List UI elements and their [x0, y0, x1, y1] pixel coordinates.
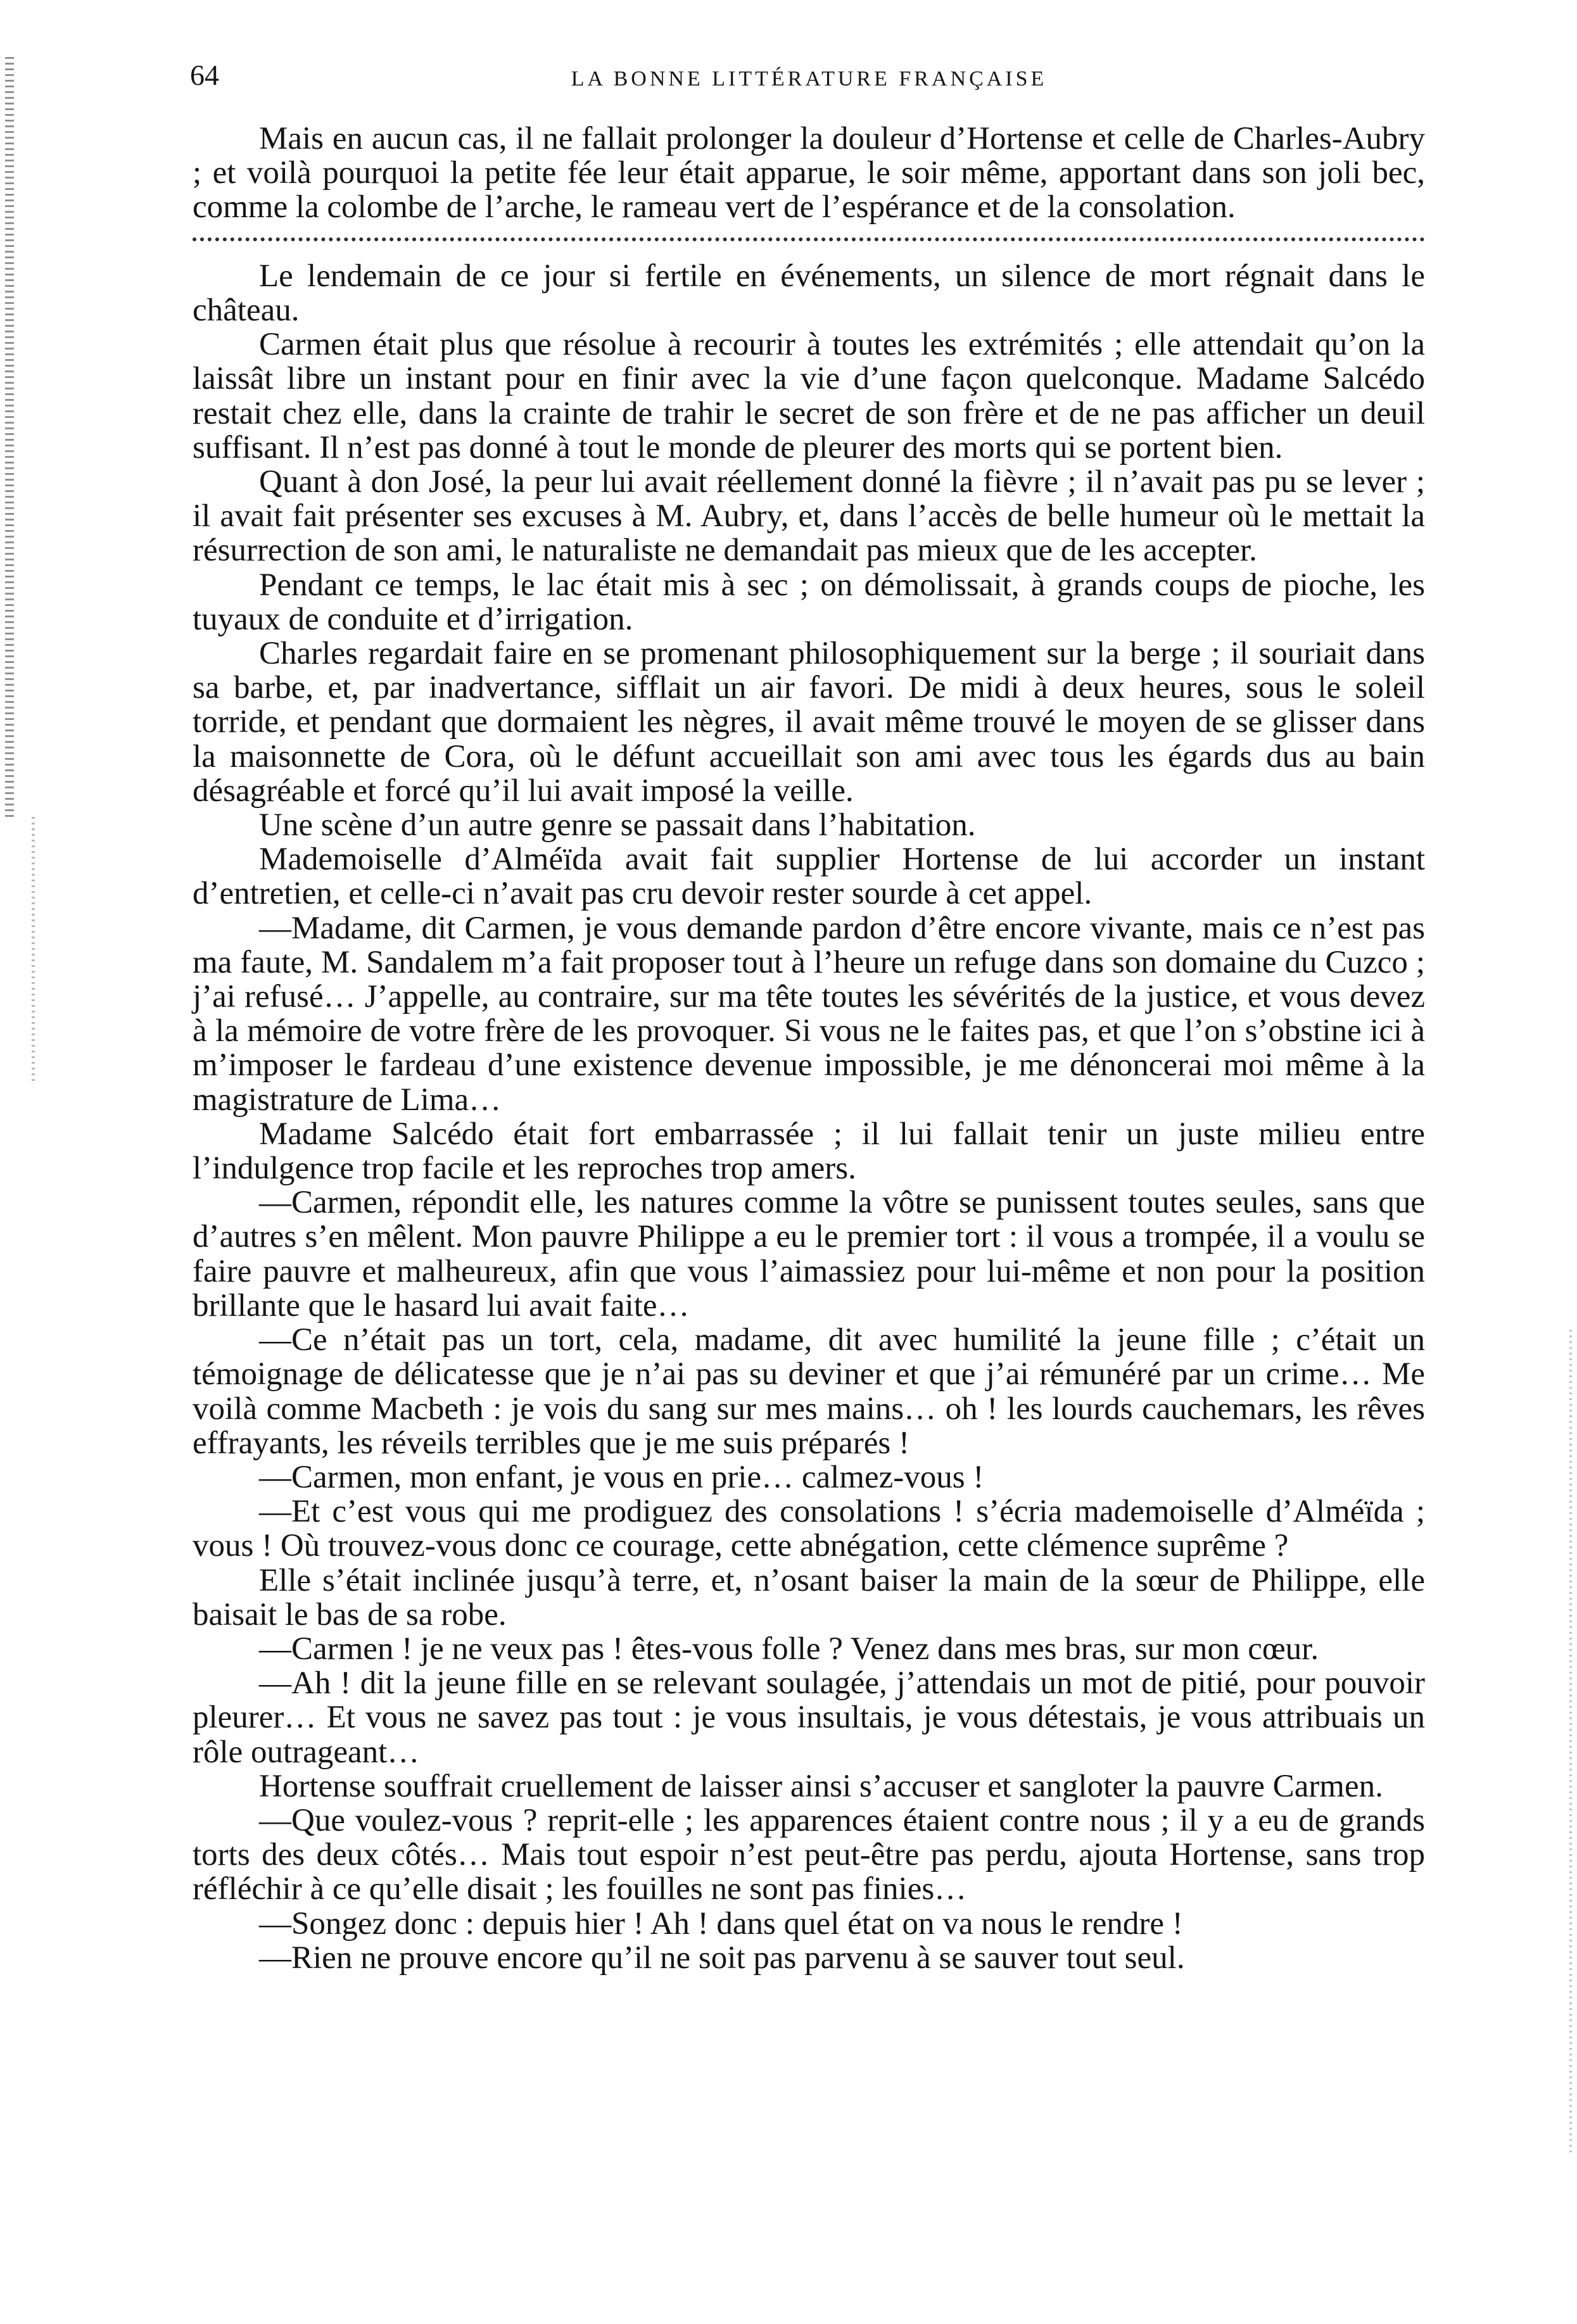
paragraph: Une scène d’un autre genre se passait dans l’habitation. [259, 807, 976, 843]
paragraph: —Carmen ! je ne veux pas ! êtes-vous folle ? Venez dans mes bras, sur mon cœur. [259, 1631, 1319, 1667]
page-number: 64 [190, 59, 219, 91]
paragraph: Pendant ce temps, le lac était mis à sec ; on démolissait, à grands coups de pioche, les tuyaux de conduite et d’irrigation. [193, 567, 1425, 637]
paragraphs-after-break [193, 259, 1425, 1975]
paragraph: —Que voulez-vous ? reprit-elle ; les apparences étaient contre nous ; il y a eu de grands torts des deux côtés… Mais tout espoir n’est peut-être pas perdu, ajouta Hortense, sans trop réfléchir à ce qu’elle disait ; les fouilles ne sont pas finies… [193, 1802, 1425, 1907]
book-page-text [193, 122, 1425, 1975]
scan-edge-marks-lower [32, 817, 35, 1083]
paragraph: —Et c’est vous qui me prodiguez des consolations ! s’écria mademoiselle d’Alméïda ; vous ! Où trouvez-vous donc ce courage, cette abnégation, cette clémence suprême ? [193, 1494, 1425, 1564]
paragraph: Carmen était plus que résolue à recourir à toutes les extrémités ; elle attendait qu’on la laissât libre un instant pour en finir avec la vie d’une façon quelconque. Madame Salcédo restait chez elle, dans la crainte de trahir le secret de son frère et de ne pas afficher un deuil suffisant. Il n’est pas donné à tout le monde de pleurer des morts qui se portent bien. [193, 327, 1425, 465]
paragraph: —Rien ne prouve encore qu’il ne soit pas parvenu à se sauver tout seul. [259, 1940, 1185, 1976]
paragraph: Charles regardait faire en se promenant philosophiquement sur la berge ; il souriait dans sa barbe, et, par inadvertance, sifflait un air favori. De midi à deux heures, sous le soleil torride, et pendant que dormaient les nègres, il avait même trouvé le moyen de se glisser dans la maisonnette de Cora, où le défunt accueillait son ami avec tous les égards dus au bain désagréable et forcé qu’il lui avait imposé la veille. [193, 636, 1425, 809]
paragraph: —Ce n’était pas un tort, cela, madame, dit avec humilité la jeune fille ; c’était un témoignage de délicatesse que je n’ai pas su deviner et que j’ai rémunéré par un crime… Me voilà comme Macbeth : je vois du sang sur mes mains… oh ! les lourds cauchemars, les rêves effrayants, les réveils terribles que je me suis préparés ! [193, 1322, 1425, 1461]
paragraph: Le lendemain de ce jour si fertile en événements, un silence de mort régnait dans le château. [193, 258, 1425, 328]
paragraph: Quant à don José, la peur lui avait réellement donné la fièvre ; il n’avait pas pu se lever ; il avait fait présenter ses excuses à M. Aubry, et, dans l’accès de belle humeur où le mettait la résurrection de son ami, le naturaliste ne demandait pas mieux que de les accepter. [193, 464, 1425, 569]
paragraph: —Carmen, répondit elle, les natures comme la vôtre se punissent toutes seules, sans que d’autres s’en mêlent. Mon pauvre Philippe a eu le premier tort : il vous a trompée, il a voulu se faire pauvre et malheureux, afin que vous l’aimassiez pour lui-même et non pour la position brillante que le hasard lui avait faite… [193, 1185, 1425, 1323]
dotted-section-break [193, 225, 1425, 259]
paragraph: Hortense souffrait cruellement de laisser ainsi s’accuser et sangloter la pauvre Carmen. [259, 1768, 1383, 1804]
paragraphs-before-break [193, 122, 1425, 225]
paragraph: —Ah ! dit la jeune fille en se relevant soulagée, j’attendais un mot de pitié, pour pouvoir pleurer… Et vous ne savez pas tout : je vous insultais, je vous détestais, je vous attribuais un rôle outrageant… [193, 1665, 1425, 1770]
paragraph: —Songez donc : depuis hier ! Ah ! dans quel état on va nous le rendre ! [259, 1905, 1183, 1942]
paragraph: Madame Salcédo était fort embarrassée ; il lui fallait tenir un juste milieu entre l’indulgence trop facile et les reproches trop amers. [193, 1116, 1425, 1187]
paragraph: Mais en aucun cas, il ne fallait prolonger la douleur d’Hortense et celle de Charles-Aubry ; et voilà pourquoi la petite fée leur était apparue, le soir même, apportant dans son joli bec, comme la colombe de l’arche, le rameau vert de l’espérance et de la consolation. [193, 121, 1425, 225]
scan-edge-marks-right [1569, 1330, 1572, 2153]
paragraph: —Carmen, mon enfant, je vous en prie… calmez-vous ! [259, 1459, 984, 1495]
paragraph: Elle s’était inclinée jusqu’à terre, et, n’osant baiser la main de la sœur de Philippe, elle baisait le bas de sa robe. [193, 1562, 1425, 1632]
paragraph: —Madame, dit Carmen, je vous demande pardon d’être encore vivante, mais ce n’est pas ma faute, M. Sandalem m’a fait proposer tout à l’heure un refuge dans son domaine du Cuzco ; j’ai refusé… J’appelle, au contraire, sur ma tête toutes les sévérités de la justice, et vous devez à la mémoire de votre frère de les provoquer. Si vous ne le faites pas, et que l’on s’obstine ici à m’imposer le fardeau d’une existence devenue impossible, je me dénoncerai moi même à la magistrature de Lima… [193, 910, 1425, 1118]
scan-edge-marks [5, 57, 14, 817]
running-title: LA BONNE LITTÉRATURE FRANÇAISE [571, 67, 1048, 91]
paragraph: Mademoiselle d’Alméïda avait fait supplier Hortense de lui accorder un instant d’entretien, et celle-ci n’avait pas cru devoir rester sourde à cet appel. [193, 842, 1425, 912]
